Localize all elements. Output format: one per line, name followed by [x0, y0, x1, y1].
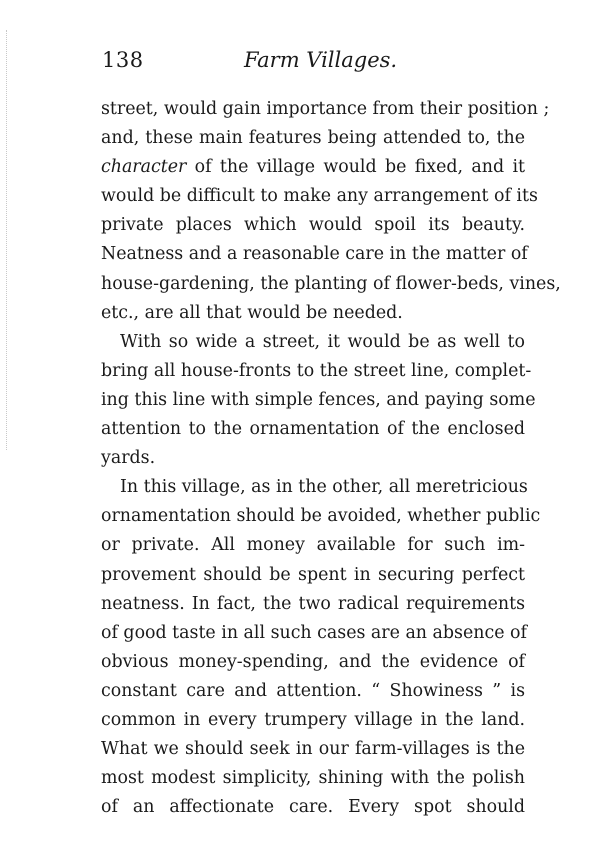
body-text	[101, 95, 561, 822]
text-line: neatness. In fact, the two radical requirements	[101, 593, 525, 614]
running-head	[102, 48, 522, 78]
text-line: bring all house-fronts to the street line, complet-	[101, 360, 532, 381]
text-line: In this village, as in the other, all meretricious	[120, 477, 528, 498]
margin-dots	[6, 30, 9, 450]
text-line: Neatness and a reasonable care in the matter of	[101, 244, 528, 265]
text-line: etc., are all that would be needed.	[101, 302, 403, 323]
text-line	[101, 153, 525, 182]
text-segment: of the village would be fixed, and it	[186, 157, 525, 178]
text-line: or private. All money available for such im-	[101, 535, 525, 556]
text-line: and, these main features being attended to, the	[101, 128, 525, 149]
text-line: attention to the ornamentation of the enclosed	[101, 419, 525, 440]
text-line: yards.	[101, 448, 156, 469]
text-line: ornamentation should be avoided, whether public	[101, 506, 541, 527]
text-line: With so wide a street, it would be as well to	[120, 331, 525, 352]
text-line: obvious money-spending, and the evidence of	[101, 651, 525, 672]
text-line: provement should be spent in securing perfect	[101, 564, 525, 585]
text-line: would be difficult to make any arrangement of its	[101, 186, 538, 207]
text-line: of good taste in all such cases are an absence of	[101, 622, 527, 643]
running-title: Farm Villages.	[244, 48, 398, 72]
text-line: private places which would spoil its beauty.	[101, 215, 525, 236]
text-line: common in every trumpery village in the land.	[101, 709, 525, 730]
text-line: street, would gain importance from their position ;	[101, 99, 550, 119]
text-line: of an affectionate care. Every spot should	[101, 797, 525, 818]
text-line: house-gardening, the planting of flower-beds, vines,	[101, 273, 561, 294]
text-line: ing this line with simple fences, and paying some	[101, 389, 536, 410]
text-line: What we should seek in our farm-villages is the	[101, 739, 525, 760]
text-line: most modest simplicity, shining with the polish	[101, 768, 525, 789]
emphasized-word: character	[101, 157, 187, 178]
text-line: constant care and attention. “ Showiness ” is	[101, 680, 525, 701]
page-number: 138	[102, 48, 144, 72]
